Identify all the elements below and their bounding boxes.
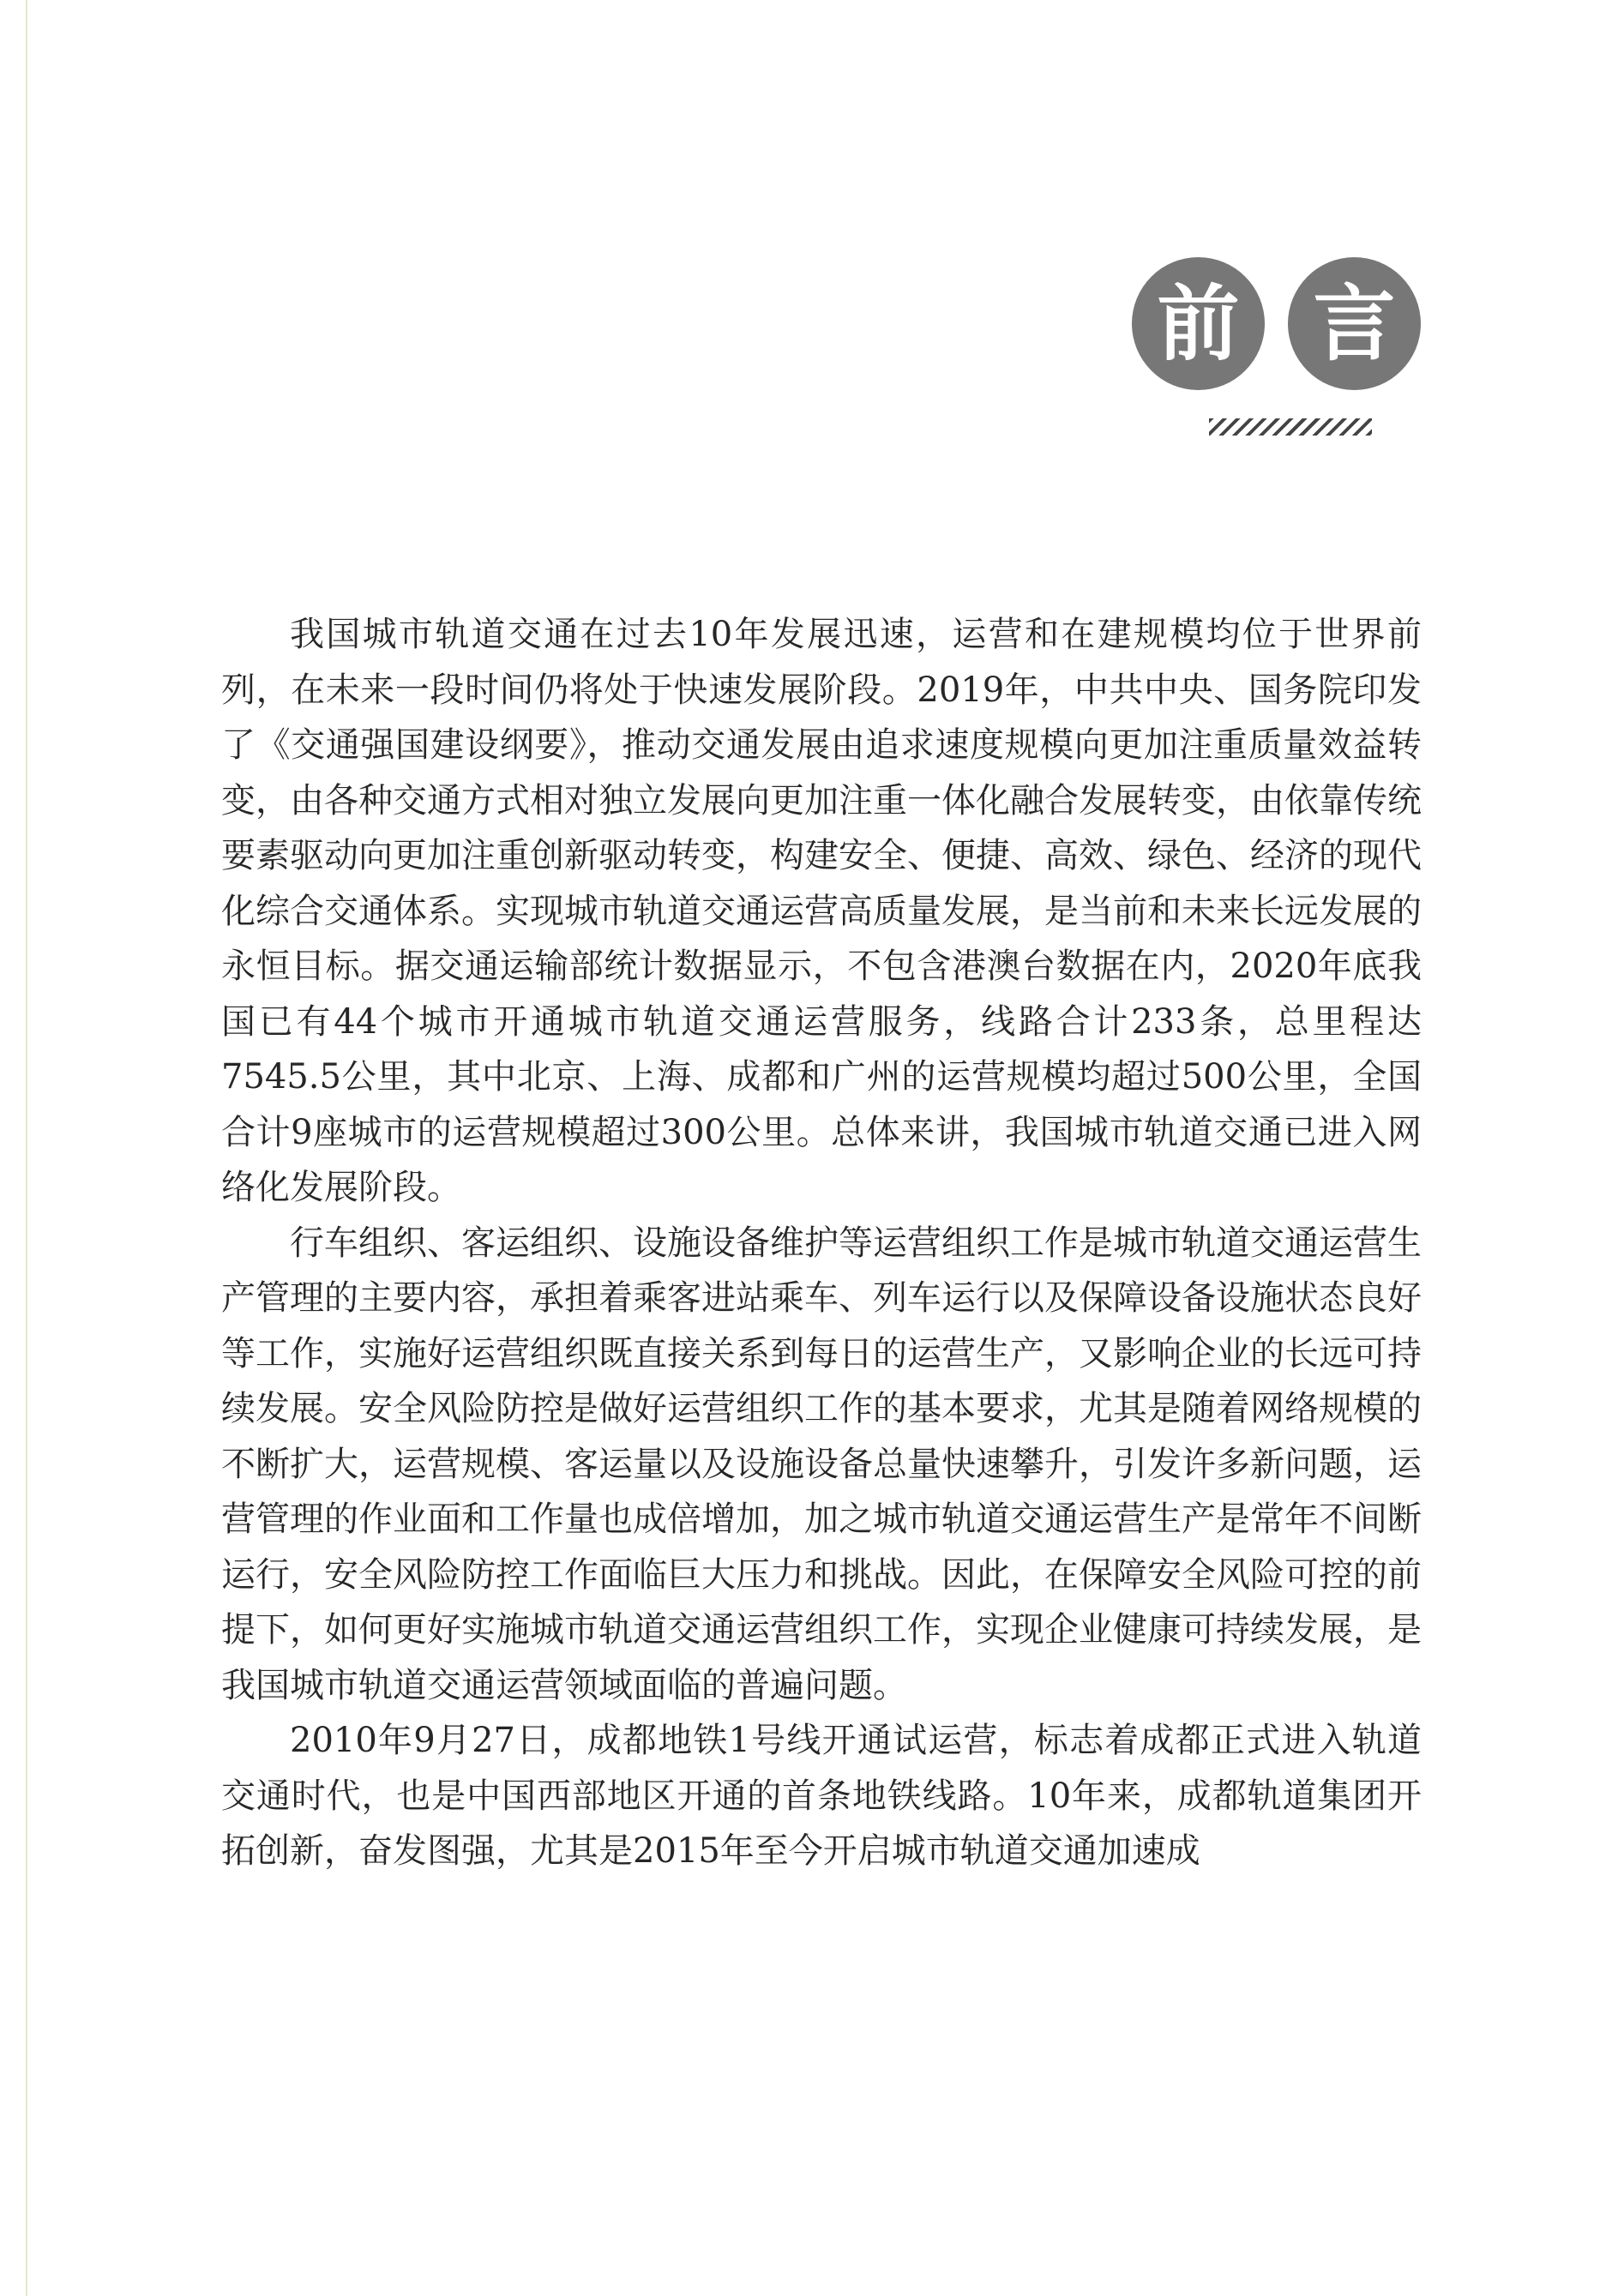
heading-char-qian: 前 <box>1132 257 1265 390</box>
page-edge-line <box>26 0 27 2296</box>
paragraph-1: 我国城市轨道交通在过去10年发展迅速，运营和在建规模均位于世界前列，在未来一段时间仍将处于快速发展阶段。2019年，中共中央、国务院印发了《交通强国建设纲要》，推动交通发展由追求速度规模向更加注重质量效益转变，由各种交通方式相对独立发展向更加注重一体化融合发展转变，由依靠传统要素驱动向更加注重创新驱动转变，构建安全、便捷、高效、绿色、经济的现代化综合交通体系。实现城市轨道交通运营高质量发展，是当前和未来长远发展的永恒目标。据交通运输部统计数据显示，不包含港澳台数据在内，2020年底我国已有44个城市开通城市轨道交通运营服务，线路合计233条，总里程达7545.5公里，其中北京、上海、成都和广州的运营规模均超过500公里，全国合计9座城市的运营规模超过300公里。总体来讲，我国城市轨道交通已进入网络化发展阶段。 <box>221 615 1422 1207</box>
preface-heading <box>1132 257 1423 463</box>
body-text <box>221 607 1422 1879</box>
paragraph-3: 2010年9月27日，成都地铁1号线开通试运营，标志着成都正式进入轨道交通时代，也是中国西部地区开通的首条地铁线路。10年来，成都轨道集团开拓创新，奋发图强，尤其是2015年至今开启城市轨道交通加速成 <box>221 1721 1422 1871</box>
paragraph-2: 行车组织、客运组织、设施设备维护等运营组织工作是城市轨道交通运营生产管理的主要内容，承担着乘客进站乘车、列车运行以及保障设备设施状态良好等工作，实施好运营组织既直接关系到每日的运营生产，又影响企业的长远可持续发展。安全风险防控是做好运营组织工作的基本要求，尤其是随着网络规模的不断扩大，运营规模、客运量以及设施设备总量快速攀升，引发许多新问题，运营管理的作业面和工作量也成倍增加，加之城市轨道交通运营生产是常年不间断运行，安全风险防控工作面临巨大压力和挑战。因此，在保障安全风险可控的前提下，如何更好实施城市轨道交通运营组织工作，实现企业健康可持续发展，是我国城市轨道交通运营领域面临的普遍问题。 <box>221 1223 1422 1705</box>
decorative-hatch-line <box>1209 418 1372 436</box>
heading-char-yan: 言 <box>1288 257 1421 390</box>
